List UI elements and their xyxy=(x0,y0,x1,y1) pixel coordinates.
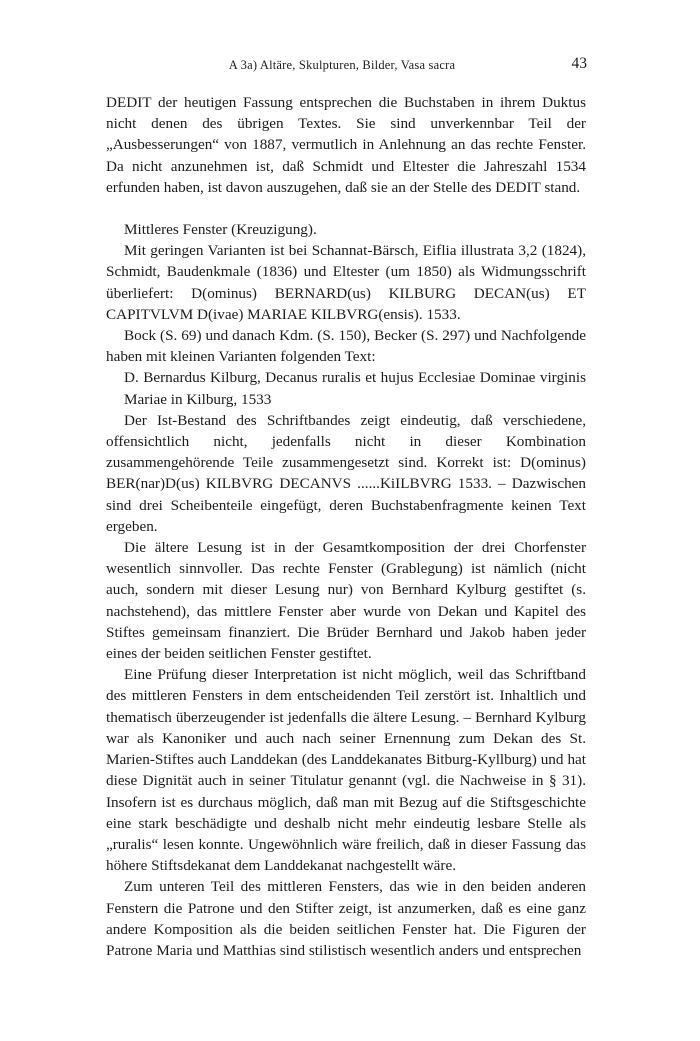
paragraph: Zum unteren Teil des mittleren Fensters, das wie in den beiden anderen Fenstern die Patrone und den Stifter zeigt, ist anzumerken, daß es eine ganz andere Komposition als die beiden seitlichen Fenster hat. Die Figuren der Patrone Maria und Matthias sind stilistisch wesentlich anders und entsprechen xyxy=(106,878,586,959)
running-head: A 3a) Altäre, Skulpturen, Bilder, Vasa sacra xyxy=(228,58,456,72)
paragraph: Der Ist-Bestand des Schriftbandes zeigt eindeutig, daß verschiedene, offensichtlich nicht, jedenfalls nicht in dieser Kombination zusammengehörende Teile zusammengesetzt sind. Korrekt ist: D(ominus) BER(nar)D(us) KILBVRG DECANVS ......KiILBVRG 1533. – Dazwischen sind drei Scheibenteile eingefügt, deren Buchstabenfragmente keinen Text ergeben. xyxy=(106,411,586,535)
paragraph: DEDIT der heutigen Fassung entsprechen die Buchstaben in ihrem Duktus nicht denen des übrigen Textes. Sie sind unverkennbar Teil der „Ausbesserungen“ von 1887, vermutlich in Anlehnung an das rechte Fenster. Da nicht anzunehmen ist, daß Schmidt und Eltester die Jahreszahl 1534 erfunden haben, ist davon auszugehen, daß sie an der Stelle des DEDIT stand. xyxy=(106,94,586,196)
paragraph: Eine Prüfung dieser Interpretation ist nicht möglich, weil das Schriftband des mittleren Fensters in dem entscheidenden Teil zerstört ist. Inhaltlich und thematisch überzeugender ist jedenfalls die ältere Lesung. – Bernhard Kylburg war als Kanoniker und auch nach seiner Ernennung zum Dekan des St. Marien-Stiftes auch Landdekan (des Landdekanates Bitburg-Kyllburg) und hat diese Dignität auch in seiner Titulatur genannt (vgl. die Nachweise in § 31). Insofern ist es durchaus möglich, daß man mit Bezug auf die Stiftsgeschichte eine stark beschädigte und deshalb nicht mehr eindeutig lesbare Stelle als „ruralis“ lesen konnte. Ungewöhnlich wäre freilich, daß in dieser Fassung das höhere Stiftsdekanat dem Landdekanat nachgestellt wäre. xyxy=(106,666,586,875)
section-heading: Mittleres Fenster (Kreuzigung). xyxy=(124,221,317,239)
paragraph: Mit geringen Varianten ist bei Schannat-Bärsch, Eiflia illustrata 3,2 (1824), Schmidt, Baudenkmale (1836) und Eltester (um 1850) als Widmungsschrift überliefert: D(ominus) BERNARD(us) KILBURG DECAN(us) ET CAPITVLVM D(ivae) MARIAE KILBVRG(ensis). 1533. xyxy=(106,242,586,323)
paragraph: Bock (S. 69) und danach Kdm. (S. 150), Becker (S. 297) und Nachfolgende haben mit kleinen Varianten folgenden Text: xyxy=(106,327,586,366)
paragraph: Die ältere Lesung ist in der Gesamtkomposition der drei Chorfenster wesentlich sinnvoller. Das rechte Fenster (Grablegung) ist nämlich (nicht auch, sondern mit dieser Lesung nur) von Bernhard Kylburg gestiftet (s. nachstehend), das mittlere Fenster aber wurde von Dekan und Kapitel des Stiftes gemeinsam finanziert. Die Brüder Bernhard und Jakob haben jeder eines der beiden seitlichen Fenster gestiftet. xyxy=(106,539,586,663)
block-quote: D. Bernardus Kilburg, Decanus ruralis et hujus Ecclesiae Dominae virginis Mariae in Kilburg, 1533 xyxy=(124,369,586,408)
body-text xyxy=(106,92,586,961)
page-number: 43 xyxy=(571,55,587,72)
